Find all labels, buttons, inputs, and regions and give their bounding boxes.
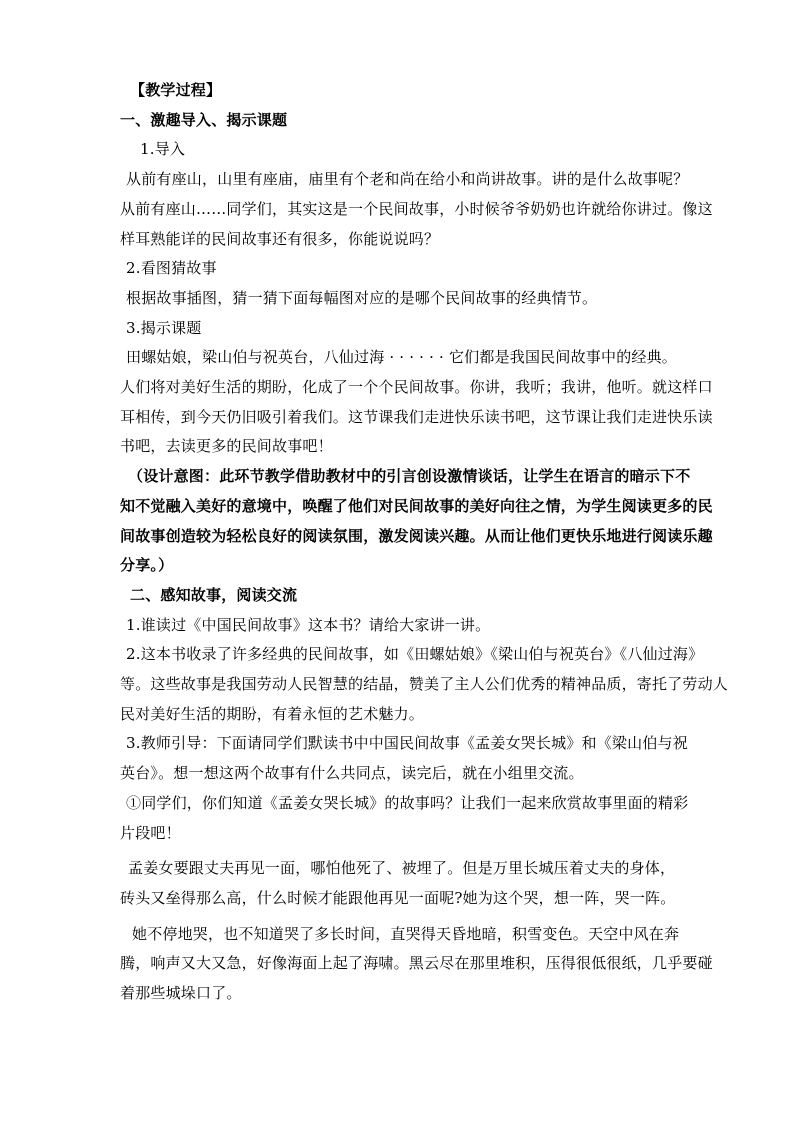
s3-line-4: 书吧，去读更多的民间故事吧！ <box>120 437 333 456</box>
part1-heading: 一、激趣导入、揭示课题 <box>120 110 288 129</box>
design-line-4: 分享。） <box>120 556 174 575</box>
s1-line-3: 样耳熟能详的民间故事还有很多，你能说说吗？ <box>120 229 440 248</box>
p2-line-2: 等。这些故事是我国劳动人民智慧的结晶，赞美了主人公们优秀的精神品质，寄托了劳动人 <box>120 675 729 694</box>
p5-line-2: 砖头又垒得那么高，什么时候才能跟他再见一面呢?她为这个哭，想一阵，哭一阵。 <box>120 888 676 907</box>
s1-line-2: 从前有座山……同学们，其实这是一个民间故事，小时候爷爷奶奶也许就给你讲过。像这 <box>120 199 713 218</box>
p5-paragraph <box>120 854 740 913</box>
p5-line-1: 孟姜女要跟丈夫再见一面，哪怕他死了、被埋了。但是万里长城压着丈夫的身体， <box>128 859 676 878</box>
design-line-2: 知不觉融入美好的意境中，唤醒了他们对民间故事的美好向往之情，为学生阅读更多的民 <box>120 496 713 515</box>
p3-line-2: 英台》。想一想这两个故事有什么共同点，读完后，就在小组里交流。 <box>120 764 584 783</box>
s3-line-1: 田螺姑娘，梁山伯与祝英台，八仙过海 · · · · · · 它们都是我国民间故事中的经典。 <box>126 348 677 367</box>
design-line-3: 间故事创造较为轻松良好的阅读氛围，激发阅读兴趣。从而让他们更快乐地进行阅读乐趣 <box>120 526 713 545</box>
p3-line-1: 3.教师引导：下面请同学们默读书中中国民间故事《孟姜女哭长城》和《梁山伯与祝 <box>126 734 688 753</box>
p2-line-1: 2.这本书收录了许多经典的民间故事，如《田螺姑娘》《梁山伯与祝英台》《八仙过海》 <box>126 645 704 664</box>
p4-line-2: 片段吧！ <box>120 823 181 842</box>
s3-paragraph <box>120 343 740 462</box>
design-line-1: （设计意图：此环节教学借助教材中的引言创设激情谈话，让学生在语言的暗示下不 <box>128 467 691 486</box>
s2-line-1: 根据故事插图，猜一猜下面每幅图对应的是哪个民间故事的经典情节。 <box>126 288 598 307</box>
p3-paragraph <box>120 729 740 788</box>
s3-line-3: 耳相传，到今天仍旧吸引着我们。这节课我们走进快乐读书吧，这节课让我们走进快乐读 <box>120 407 713 426</box>
section-header: 【教学过程】 <box>130 81 222 99</box>
p6-line-3: 着那些城垛口了。 <box>120 984 242 1003</box>
s1-paragraph <box>120 165 740 254</box>
p6-line-2: 腾，响声又大又急，好像海面上起了海啸。黑云尽在那里堆积，压得很低很纸，几乎要碰 <box>120 954 713 973</box>
p6-paragraph <box>120 920 740 1009</box>
s2-title: 2.看图猜故事 <box>126 259 217 278</box>
part2-heading: 二、感知故事，阅读交流 <box>130 585 298 604</box>
s1-title: 1.导入 <box>140 140 186 159</box>
s1-line-1: 从前有座山，山里有座庙，庙里有个老和尚在给小和尚讲故事。讲的是什么故事呢？ <box>126 170 689 189</box>
p2-paragraph <box>120 640 740 729</box>
s3-title: 3.揭示课题 <box>126 318 202 337</box>
p4-line-1: ①同学们，你们知道《孟姜女哭长城》的故事吗？让我们一起来欣赏故事里面的精彩 <box>126 793 689 812</box>
p6-line-1: 她不停地哭，也不知道哭了多长时间，直哭得天昏地暗，积雪变色。天空中风在奔 <box>132 924 680 943</box>
design-intent <box>120 462 740 581</box>
s3-line-2: 人们将对美好生活的期盼，化成了一个个民间故事。你讲，我听；我讲，他听。就这样口 <box>120 378 713 397</box>
p4-paragraph <box>120 789 740 848</box>
document-page <box>120 76 740 1009</box>
p2-line-3: 民对美好生活的期盼，有着永恒的艺术魅力。 <box>120 704 425 723</box>
p1-line: 1.谁读过《中国民间故事》这本书？请给大家讲一讲。 <box>126 615 491 634</box>
